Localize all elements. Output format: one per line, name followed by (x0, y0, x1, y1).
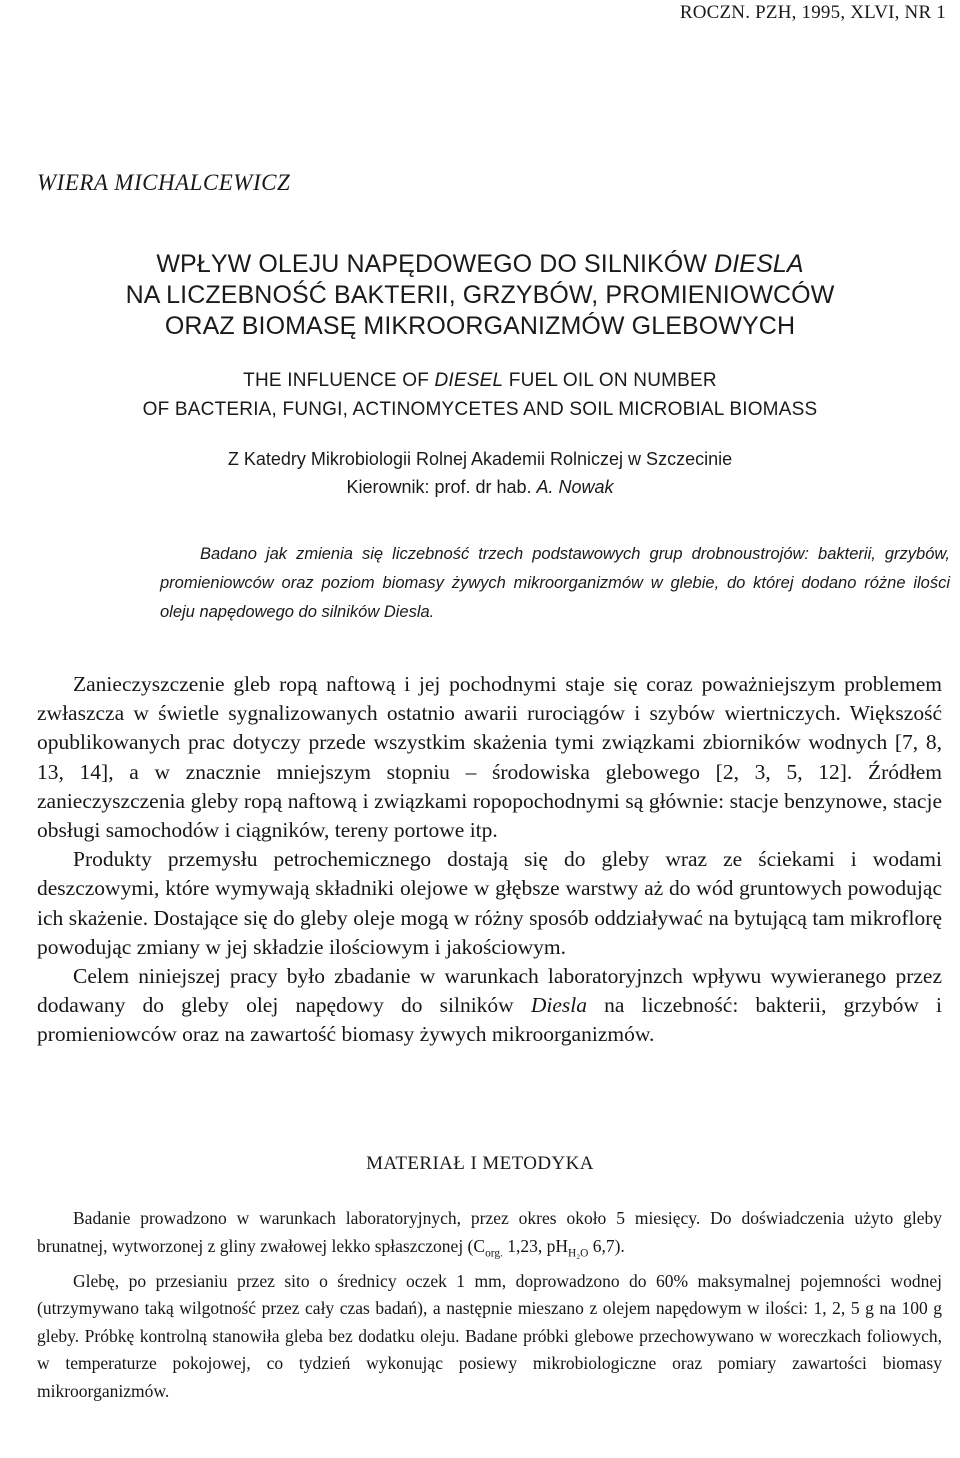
methods-text (37, 1205, 942, 1405)
title-polish-line-3: ORAZ BIOMASĘ MIKROORGANIZMÓW GLEBOWYCH (164, 312, 796, 340)
title-polish (0, 249, 960, 342)
title-english (0, 366, 960, 424)
abstract: Badano jak zmienia się liczebność trzech podstawowych grup drobnoustrojów: bakterii, grzybów, promieniowców oraz poziom biomasy żywych mikroorganizmów w glebie, do której dodano różne ilości oleju napędowego do silników Diesla. (160, 545, 950, 621)
affiliation-head: Kierownik: prof. dr hab. A. Nowak (346, 477, 614, 497)
introduction-text (37, 670, 942, 1050)
affiliation (0, 445, 960, 501)
title-english-line-2: OF BACTERIA, FUNGI, ACTINOMYCETES AND SOIL MICROBIAL BIOMASS (142, 399, 818, 420)
paragraph: Badanie prowadzono w warunkach laboratoryjnych, przez okres około 5 miesięcy. Do doświadczenia użyto gleby brunatnej, wytworzonej z gliny zwałowej lekko spłaszczonej ($C_{org.}$ 1,23, $pH_{H_2O}$ 6,7). (37, 1208, 942, 1259)
paragraph: Produkty przemysłu petrochemicznego dostają się do gleby wraz ze ściekami i wodami deszczowymi, które wymywają składniki olejowe w głębsze warstwy aż do wód gruntowych powodując ich skażenie. Dostające się do gleby oleje mogą w różny sposób oddziaływać na bytującą tam mikroflorę powodując zmiany w jej składzie ilościowym i jakościowym. (37, 847, 942, 959)
journal-reference: ROCZN. PZH, 1995, XLVI, NR 1 (679, 2, 946, 23)
title-english-line-1: THE INFLUENCE OF DIESEL FUEL OIL ON NUMBER (243, 370, 717, 391)
paragraph: Celem niniejszej pracy było zbadanie w warunkach laboratoryjnzch wpływu wywieranego przez dodawany do gleby olej napędowy do silników Diesla na liczebność: bakterii, grzybów i promieniowców oraz na zawartość biomasy żywych mikroorganizmów. (37, 964, 942, 1047)
paragraph: Glebę, po przesianiu przez sito o średnicy oczek 1 mm, doprowadzono do 60% maksymalnej pojemności wodnej (utrzymywano taką wilgotność przez cały czas badań), a następnie mieszano z olejem napędowym w ilości: 1, 2, 5 g na 100 g gleby. Próbkę kontrolną stanowiła gleba bez dodatku oleju. Badane próbki glebowe przechowywano w woreczkach foliowych, w temperaturze pokojowej, co tydzień wykonując posiewy mikrobiologiczne oraz pomiary zawartości biomasy mikroorganizmów. (37, 1270, 942, 1401)
paragraph: Zanieczyszczenie gleb ropą naftową i jej pochodnymi staje się coraz poważniejszym problemem zwłaszcza w świetle sygnalizowanych ostatnio awarii rurociągów i szybów wiertniczych. Większość opublikowanych prac dotyczy przede wszystkim skażenia tymi związkami zbiorników wodnych [7, 8, 13, 14], a w znacznie mniejszym stopniu – środowiska glebowego [2, 3, 5, 12]. Źródłem zanieczyszczenia gleby ropą naftową i związkami ropopochodnymi są głównie: stacje benzynowe, stacje obsługi samochodów i ciągników, tereny portowe itp. (37, 672, 942, 843)
title-polish-line-1: WPŁYW OLEJU NAPĘDOWEGO DO SILNIKÓW DIESLA (156, 250, 804, 278)
affiliation-department: Z Katedry Mikrobiologii Rolnej Akademii Rolniczej w Szczecinie (227, 449, 733, 469)
author-name: WIERA MICHALCEWICZ (37, 170, 291, 195)
section-heading: MATERIAŁ I METODYKA (366, 1153, 594, 1174)
title-polish-line-2: NA LICZEBNOŚĆ BAKTERII, GRZYBÓW, PROMIENIOWCÓW (125, 281, 835, 309)
